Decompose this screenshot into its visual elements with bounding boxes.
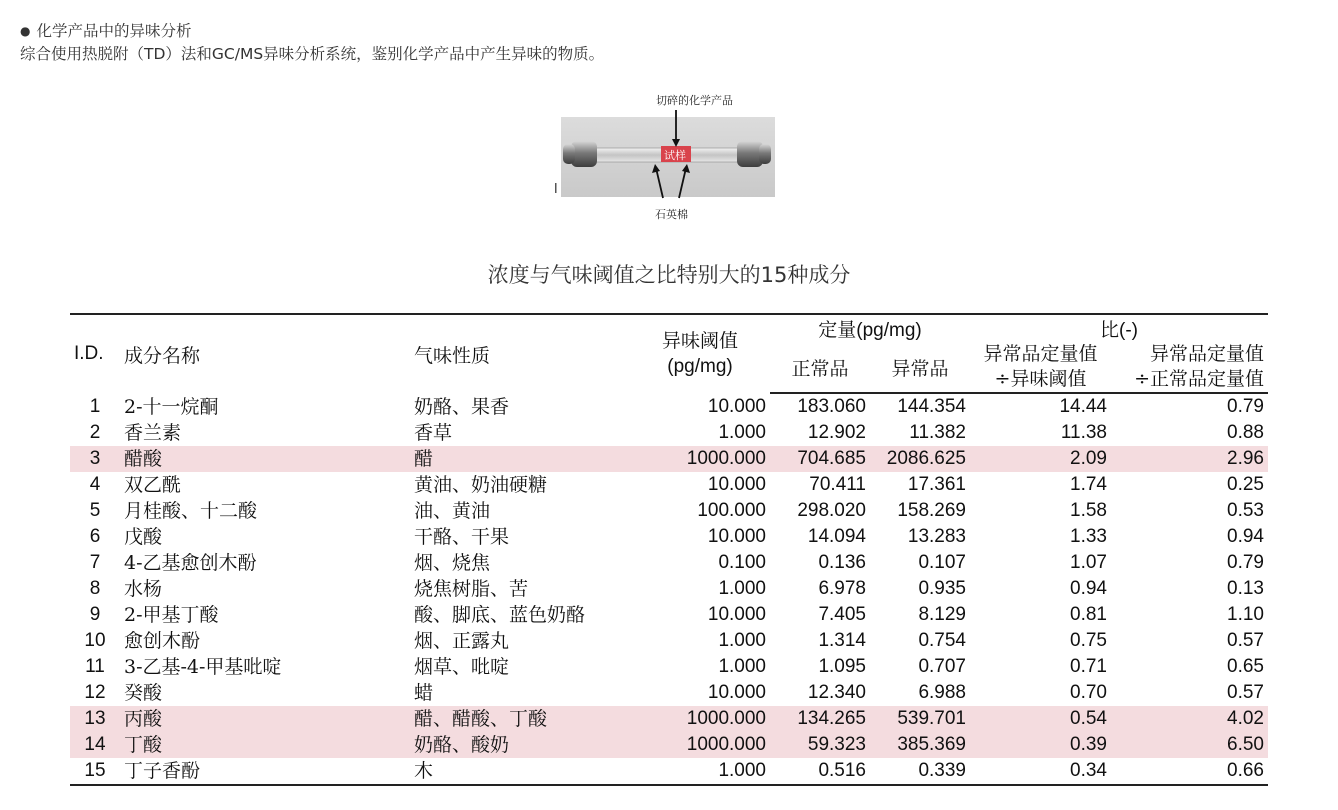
cell-normal: 12.902: [807, 422, 866, 443]
table-row: [70, 576, 1268, 602]
header-ratio2-line1: 异常品定量值: [1149, 343, 1264, 365]
cell-normal: 298.020: [797, 500, 866, 521]
cell-id: 12: [84, 682, 106, 703]
cell-ratio1: 0.34: [970, 758, 1111, 785]
cell-normal: 1.314: [818, 630, 866, 651]
cell-normal: 0.516: [770, 758, 870, 785]
cell-ratio1: 2.09: [970, 446, 1111, 472]
cell-id: 2: [89, 422, 101, 443]
cell-name: 月桂酸、十二酸: [124, 500, 258, 522]
cell-abnormal: 6.988: [918, 682, 966, 703]
table-row: [70, 628, 1268, 654]
cell-name: 丙酸: [120, 706, 410, 732]
label-quartz-wool: 石英棉: [655, 208, 688, 221]
cell-normal: 59.323: [770, 732, 870, 758]
header-threshold: [630, 314, 770, 393]
cell-ratio2: 4.02: [1111, 706, 1268, 732]
table-row: [70, 706, 1268, 732]
cell-id: 6: [89, 526, 101, 547]
cell-abnormal: 8.129: [918, 604, 966, 625]
cell-id: 4: [89, 474, 101, 495]
cell-abnormal: 0.339: [870, 758, 970, 785]
cell-name: 4-乙基愈创木酚: [124, 552, 257, 574]
cell-ratio2: 6.50: [1111, 732, 1268, 758]
cell-id: 8: [89, 578, 101, 599]
cell-id: 15: [70, 758, 120, 785]
table-row: [70, 680, 1268, 706]
header-normal: 正常品: [770, 342, 870, 393]
table-row: [70, 472, 1268, 498]
cell-id: 13: [70, 706, 120, 732]
cell-abnormal: 0.935: [918, 578, 966, 599]
cell-name: 3-乙基-4-甲基吡啶: [124, 656, 282, 678]
cell-ratio2: 0.65: [1227, 656, 1264, 677]
header-ratio2: [1111, 342, 1268, 393]
cell-id: 10: [84, 630, 106, 651]
cell-ratio1: 1.58: [1070, 500, 1107, 521]
components-table: [70, 313, 1268, 786]
section-description: 综合使用热脱附（TD）法和GC/MS异味分析系统，鉴别化学产品中产生异味的物质。: [20, 45, 605, 63]
cell-threshold: 1000.000: [630, 732, 770, 758]
cell-name: 丁酸: [120, 732, 410, 758]
cell-id: 3: [70, 446, 120, 472]
cell-ratio1: 0.39: [970, 732, 1111, 758]
cell-threshold: 1000.000: [630, 446, 770, 472]
cell-abnormal: 17.361: [907, 474, 966, 495]
cell-odor: 酸、脚底、蓝色奶酪: [414, 604, 586, 626]
cell-ratio1: 0.94: [1070, 578, 1107, 599]
cell-normal: 70.411: [809, 474, 866, 495]
cell-threshold: 100.000: [697, 500, 766, 521]
cell-normal: 183.060: [797, 396, 866, 417]
cell-odor: 烧焦树脂、苦: [414, 578, 529, 600]
cell-id: 9: [89, 604, 101, 625]
cell-odor: 烟、烧焦: [414, 552, 491, 574]
cell-ratio1: 0.81: [1070, 604, 1107, 625]
cell-ratio1: 0.70: [1070, 682, 1107, 703]
label-sample: 试样: [664, 149, 686, 162]
cell-abnormal: 13.283: [907, 526, 966, 547]
table-row: [70, 758, 1268, 785]
table-row: [70, 654, 1268, 680]
cell-id: 14: [70, 732, 120, 758]
cell-ratio2: 0.94: [1227, 526, 1264, 547]
cell-normal: 0.136: [818, 552, 866, 573]
cell-threshold: 1.000: [718, 578, 766, 599]
cell-name: 醋酸: [120, 446, 410, 472]
cell-normal: 14.094: [807, 526, 866, 547]
cell-threshold: 10.000: [707, 526, 766, 547]
cell-odor: 醋、醋酸、丁酸: [410, 706, 630, 732]
table-row: [70, 446, 1268, 472]
sample-tube-figure: [555, 90, 780, 225]
header-ratio2-line2: ÷正常品定量值: [1134, 368, 1264, 390]
table-row: [70, 732, 1268, 758]
cell-ratio2: 0.88: [1227, 422, 1264, 443]
intro-section: [20, 20, 604, 66]
label-chopped-product: 切碎的化学产品: [656, 94, 733, 107]
cell-name: 丁子香酚: [120, 758, 410, 785]
header-ratio1: [970, 342, 1111, 393]
header-abnormal: 异常品: [870, 342, 970, 393]
cell-ratio1: 0.71: [1070, 656, 1107, 677]
cell-ratio2: 0.66: [1111, 758, 1268, 785]
cell-abnormal: 0.707: [918, 656, 966, 677]
cell-normal: 704.685: [770, 446, 870, 472]
header-quant-group: 定量(pg/mg): [818, 320, 922, 341]
cell-odor: 奶酪、果香: [414, 395, 510, 418]
cell-name: 2-十一烷酮: [124, 395, 219, 418]
cell-threshold: 10.000: [707, 682, 766, 703]
cell-id: 1: [89, 395, 101, 417]
cell-ratio2: 1.10: [1227, 604, 1264, 625]
cell-normal: 12.340: [807, 682, 866, 703]
table-row: [70, 602, 1268, 628]
table-caption: 浓度与气味阈值之比特别大的15种成分: [487, 263, 851, 287]
table-row: [70, 550, 1268, 576]
cell-ratio2: 0.79: [1227, 552, 1264, 573]
cell-name: 癸酸: [124, 682, 163, 704]
cell-normal: 7.405: [818, 604, 866, 625]
cell-odor: 油、黄油: [414, 500, 491, 522]
cell-ratio1: 1.07: [1070, 552, 1107, 573]
cell-ratio1: 14.44: [1059, 396, 1107, 417]
header-ratio-group: 比(-): [1100, 320, 1138, 341]
cell-ratio1: 11.38: [1060, 422, 1107, 443]
header-threshold-line2: (pg/mg): [667, 356, 733, 377]
cell-odor: 木: [410, 758, 630, 785]
header-ratio1-line2: ÷异味阈值: [994, 368, 1087, 390]
cell-odor: 奶酪、酸奶: [410, 732, 630, 758]
cell-abnormal: 11.382: [909, 422, 966, 443]
cell-odor: 烟、正露丸: [414, 630, 510, 652]
cell-abnormal: 385.369: [870, 732, 970, 758]
cell-ratio2: 2.96: [1111, 446, 1268, 472]
cell-odor: 蜡: [414, 682, 434, 704]
cell-threshold: 0.100: [718, 552, 766, 573]
header-odor: 气味性质: [414, 344, 491, 367]
cell-odor: 干酪、干果: [414, 526, 510, 548]
cell-abnormal: 144.354: [897, 396, 966, 417]
header-threshold-line1: 异味阈值: [661, 330, 738, 352]
cell-abnormal: 2086.625: [870, 446, 970, 472]
cell-name: 愈创木酚: [124, 630, 201, 652]
cell-ratio2: 0.25: [1227, 474, 1264, 495]
cell-abnormal: 0.107: [918, 552, 966, 573]
cell-ratio2: 0.57: [1227, 682, 1264, 703]
cell-threshold: 1.000: [718, 656, 766, 677]
table-row: [70, 420, 1268, 446]
header-ratio1-line1: 异常品定量值: [983, 343, 1098, 365]
cell-id: 11: [85, 656, 105, 677]
cell-odor: 黄油、奶油硬糖: [414, 474, 548, 496]
section-heading: [20, 20, 604, 43]
cell-threshold: 1.000: [718, 630, 766, 651]
cell-ratio2: 0.53: [1227, 500, 1264, 521]
table-row: [70, 498, 1268, 524]
cell-threshold: 10.000: [707, 604, 766, 625]
cell-ratio1: 1.33: [1070, 526, 1107, 547]
cell-threshold: 1.000: [630, 758, 770, 785]
cell-ratio2: 0.79: [1227, 396, 1264, 417]
cell-id: 7: [89, 552, 101, 573]
cell-name: 2-甲基丁酸: [124, 604, 219, 626]
table-row: [70, 393, 1268, 420]
cell-ratio1: 0.54: [970, 706, 1111, 732]
cell-ratio1: 1.74: [1070, 474, 1107, 495]
cell-abnormal: 158.269: [897, 500, 966, 521]
cell-name: 水杨: [124, 578, 163, 600]
table-row: [70, 524, 1268, 550]
cell-normal: 134.265: [770, 706, 870, 732]
cell-name: 香兰素: [124, 422, 182, 444]
table-body: [70, 393, 1268, 785]
cell-normal: 6.978: [818, 578, 866, 599]
cell-id: 5: [89, 500, 101, 521]
cell-name: 双乙酰: [124, 474, 182, 496]
bullet-icon: ●: [20, 24, 31, 38]
cell-name: 戊酸: [124, 526, 163, 548]
cell-odor: 香草: [414, 422, 453, 444]
cell-odor: 醋: [410, 446, 630, 472]
cell-threshold: 1.000: [718, 422, 766, 443]
cell-threshold: 10.000: [707, 474, 766, 495]
cell-ratio2: 0.13: [1227, 578, 1264, 599]
cell-abnormal: 539.701: [870, 706, 970, 732]
cell-ratio1: 0.75: [1070, 630, 1107, 651]
cell-abnormal: 0.754: [918, 630, 966, 651]
cell-odor: 烟草、吡啶: [414, 656, 510, 678]
header-name: 成分名称: [124, 344, 201, 367]
header-id: I.D.: [74, 343, 104, 364]
cell-ratio2: 0.57: [1227, 630, 1264, 651]
cell-threshold: 10.000: [707, 395, 766, 417]
cell-normal: 1.095: [818, 656, 866, 677]
section-heading-text: 化学产品中的异味分析: [36, 22, 192, 40]
cell-threshold: 1000.000: [630, 706, 770, 732]
